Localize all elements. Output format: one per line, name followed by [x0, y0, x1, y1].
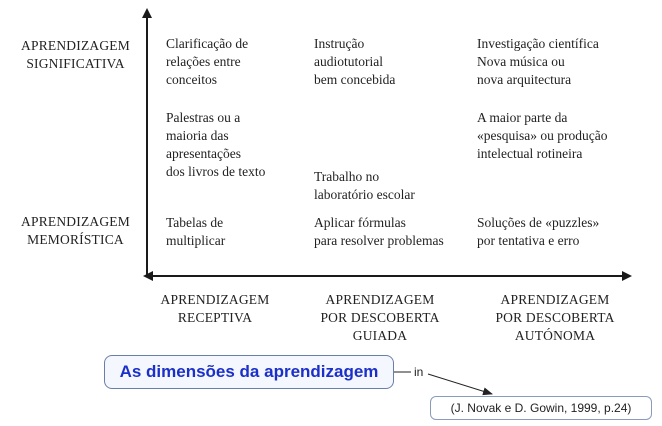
cell-tabelas: Tabelas de multiplicar — [166, 215, 226, 248]
x-label-descoberta-autonoma: APRENDIZAGEM POR DESCOBERTA AUTÓNOMA — [495, 292, 615, 343]
cell-pesquisa: A maior parte da «pesquisa» ou produção intelectual rotineira — [477, 110, 608, 161]
x-label-receptiva: APRENDIZAGEM RECEPTIVA — [160, 292, 270, 325]
cell-clarificacao: Clarificação de relações entre conceitos — [166, 36, 249, 87]
concept-node-citation[interactable]: (J. Novak e D. Gowin, 1999, p.24) — [430, 396, 652, 420]
concept-node-title[interactable]: As dimensões da aprendizagem — [104, 355, 394, 389]
cell-investigacao: Investigação científica Nova música ou nova arquitectura — [477, 36, 599, 87]
cell-instrucao: Instrução audiotutorial bem concebida — [314, 36, 396, 87]
link-label-in: in — [414, 365, 424, 379]
cell-puzzles: Soluções de «puzzles» por tentativa e erro — [477, 215, 600, 248]
cell-trabalho-laboratorio: Trabalho no laboratório escolar — [314, 169, 415, 202]
y-label-significativa: APRENDIZAGEM SIGNIFICATIVA — [21, 38, 130, 71]
link-arrow-citation — [428, 374, 492, 394]
cell-formulas: Aplicar fórmulas para resolver problemas — [314, 215, 444, 248]
y-label-memoristica: APRENDIZAGEM MEMORÍSTICA — [21, 214, 130, 247]
cell-palestras: Palestras ou a maioria das apresentações dos livros de texto — [166, 110, 266, 179]
x-label-descoberta-guiada: APRENDIZAGEM POR DESCOBERTA GUIADA — [320, 292, 440, 343]
